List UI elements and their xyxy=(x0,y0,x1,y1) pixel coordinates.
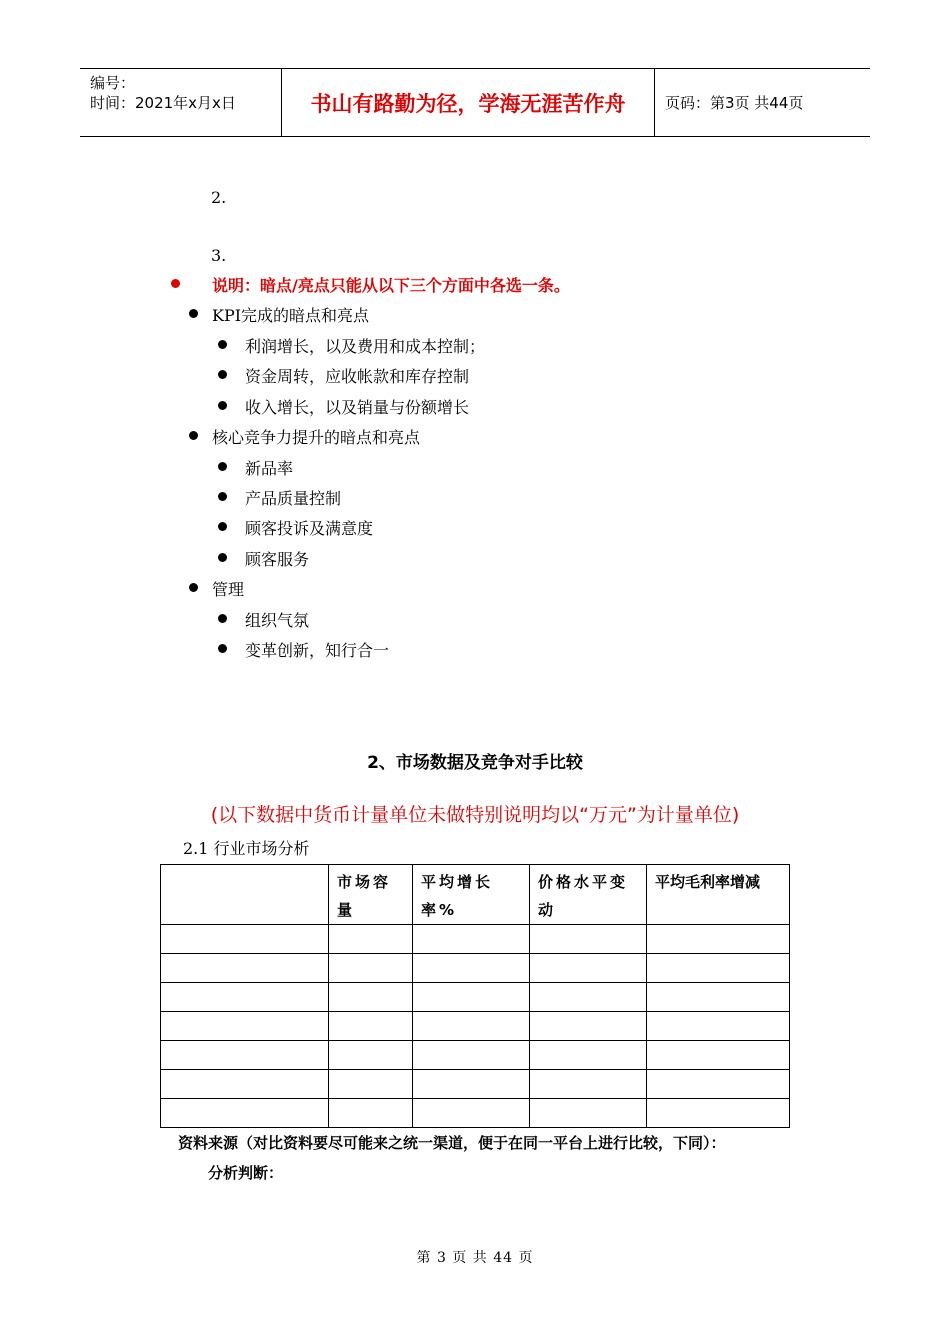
table-cell[interactable] xyxy=(413,1012,530,1041)
table-cell[interactable] xyxy=(413,925,530,954)
note-text-content: 说明：暗点/亮点只能从以下三个方面中各选一条。 xyxy=(212,276,570,295)
table-row xyxy=(161,983,790,1012)
subsection-title: 2.1 行业市场分析 xyxy=(183,839,310,858)
item-bullet-icon xyxy=(218,462,227,471)
table-cell[interactable] xyxy=(329,983,413,1012)
group-title-core-competence: 核心竞争力提升的暗点和亮点 xyxy=(212,428,421,447)
table-cell[interactable] xyxy=(647,954,790,983)
table-cell[interactable] xyxy=(647,1012,790,1041)
group-title-management: 管理 xyxy=(212,580,245,599)
table-cell[interactable] xyxy=(530,925,647,954)
list-item: 利润增长，以及费用和成本控制； xyxy=(245,337,486,356)
table-header-cell: 价格水平变动 xyxy=(530,865,647,925)
source-note: 资料来源（对比资料要尽可能来之统一渠道，便于在同一平台上进行比较，下同）： xyxy=(178,1134,726,1152)
page-footer: 第 3 页 共 44 页 xyxy=(416,1250,534,1266)
list-item: 产品质量控制 xyxy=(245,489,342,508)
group-bullet-icon xyxy=(189,431,198,440)
time-label: 时间：2021年x月x日 xyxy=(90,94,236,112)
item-bullet-icon xyxy=(218,340,227,349)
list-item: 组织气氛 xyxy=(245,611,310,630)
group-bullet-icon xyxy=(189,583,198,592)
table-cell[interactable] xyxy=(161,1041,329,1070)
table-cell[interactable] xyxy=(329,1012,413,1041)
section-title: 2、市场数据及竞争对手比较 xyxy=(367,753,583,773)
table-cell[interactable] xyxy=(647,1041,790,1070)
group-bullet-icon xyxy=(189,309,198,318)
table-cell[interactable] xyxy=(413,1070,530,1099)
header-meta xyxy=(80,69,282,136)
table-row xyxy=(161,925,790,954)
table-cell[interactable] xyxy=(161,1070,329,1099)
table-header-cell: 平均增长率% xyxy=(413,865,530,925)
table-cell[interactable] xyxy=(413,1099,530,1128)
table-header-cell: 平均毛利率增减 xyxy=(647,865,790,925)
table-header-row xyxy=(161,865,790,925)
list-item: 变革创新，知行合一 xyxy=(245,641,390,660)
item-bullet-icon xyxy=(218,644,227,653)
table-row xyxy=(161,1012,790,1041)
table-cell[interactable] xyxy=(530,954,647,983)
table-cell[interactable] xyxy=(530,1070,647,1099)
table-cell[interactable] xyxy=(530,983,647,1012)
table-cell[interactable] xyxy=(647,1099,790,1128)
table-cell[interactable] xyxy=(530,1099,647,1128)
item-bullet-icon xyxy=(218,401,227,410)
table-cell[interactable] xyxy=(647,925,790,954)
item-bullet-icon xyxy=(218,553,227,562)
table-cell[interactable] xyxy=(329,1070,413,1099)
table-cell[interactable] xyxy=(161,1012,329,1041)
item-bullet-icon xyxy=(218,370,227,379)
item-bullet-icon xyxy=(218,522,227,531)
table-cell[interactable] xyxy=(329,1041,413,1070)
table-cell[interactable] xyxy=(161,954,329,983)
unit-note: (以下数据中货币计量单位未做特别说明均以“万元”为计量单位) xyxy=(210,804,740,826)
market-analysis-table xyxy=(160,864,790,1128)
table-cell[interactable] xyxy=(647,983,790,1012)
list-item: 顾客服务 xyxy=(245,550,310,569)
table-cell[interactable] xyxy=(413,954,530,983)
group-title-kpi: KPI完成的暗点和亮点 xyxy=(212,306,370,325)
header-page-info: 页码：第3页 共44页 xyxy=(665,94,804,112)
table-header-cell: 市场容量 xyxy=(329,865,413,925)
note-text xyxy=(212,273,570,296)
document-header xyxy=(80,68,870,137)
numbered-item-2: 2. xyxy=(211,188,227,207)
table-cell[interactable] xyxy=(413,1041,530,1070)
table-cell[interactable] xyxy=(647,1070,790,1099)
table-cell[interactable] xyxy=(530,1041,647,1070)
note-bullet-icon xyxy=(171,279,180,288)
item-bullet-icon xyxy=(218,614,227,623)
serial-label: 编号： xyxy=(90,74,136,92)
table-row xyxy=(161,954,790,983)
list-item: 顾客投诉及满意度 xyxy=(245,519,374,538)
table-cell[interactable] xyxy=(413,983,530,1012)
table-cell[interactable] xyxy=(161,983,329,1012)
table-cell[interactable] xyxy=(530,1012,647,1041)
table-cell[interactable] xyxy=(329,954,413,983)
table-cell[interactable] xyxy=(329,925,413,954)
list-item: 收入增长，以及销量与份额增长 xyxy=(245,398,470,417)
table-cell[interactable] xyxy=(161,925,329,954)
item-bullet-icon xyxy=(218,492,227,501)
table-row xyxy=(161,1070,790,1099)
table-cell[interactable] xyxy=(161,1099,329,1128)
list-item: 新品率 xyxy=(245,459,294,478)
list-item: 资金周转，应收帐款和库存控制 xyxy=(245,367,470,386)
numbered-item-3: 3. xyxy=(211,246,227,265)
analysis-label: 分析判断： xyxy=(208,1164,284,1182)
table-row xyxy=(161,1041,790,1070)
table-cell[interactable] xyxy=(329,1099,413,1128)
table-header-cell xyxy=(161,865,329,925)
header-motto: 书山有路勤为径，学海无涯苦作舟 xyxy=(282,69,655,136)
table-row xyxy=(161,1099,790,1128)
